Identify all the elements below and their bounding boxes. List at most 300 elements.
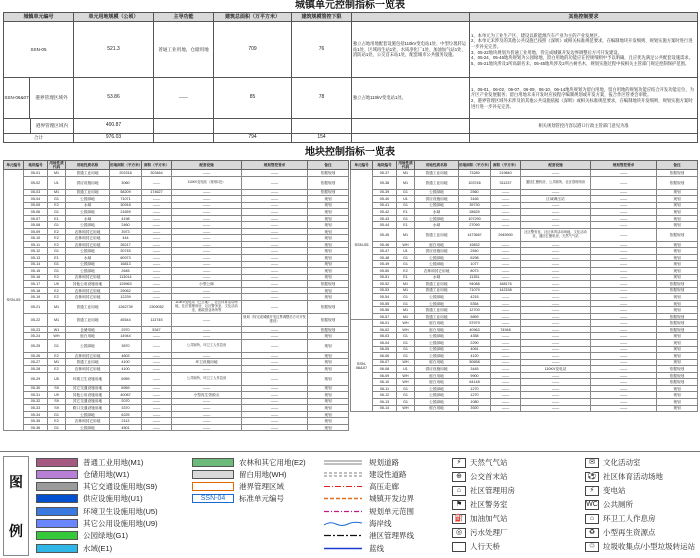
- land-use-swatch: [36, 531, 78, 540]
- control-cell: ——: [591, 385, 657, 392]
- land-area-cell: 2113: [110, 418, 142, 425]
- unit-other-cell: [470, 134, 698, 143]
- block-id-cell: 05-29: [24, 372, 48, 385]
- table-row: [4, 372, 349, 385]
- table-row: [351, 176, 698, 189]
- land-area-cell: 57979: [459, 320, 491, 327]
- floor-area-cell: ——: [491, 346, 521, 353]
- land-type-cell: 留白用地: [415, 320, 459, 327]
- control-cell: ——: [242, 385, 308, 392]
- control-cell: ——: [591, 366, 657, 373]
- floor-area-cell: ——: [142, 202, 172, 209]
- facility-cell: 110KV变电站（规划1处）: [172, 176, 242, 189]
- legend-label: 污水处理厂: [470, 528, 508, 538]
- land-type-cell: 普通工业用地: [66, 189, 110, 196]
- land-code-cell: E2: [48, 287, 66, 294]
- note-cell: 规划: [308, 222, 349, 229]
- note-cell: 规划: [657, 254, 698, 261]
- land-area-cell: 28625: [459, 209, 491, 216]
- facility-cell: ——: [172, 209, 242, 216]
- block-id-cell: 05-07: [24, 215, 48, 222]
- facility-cell: ——: [521, 189, 591, 196]
- land-code-cell: E1: [397, 209, 415, 216]
- floor-area-cell: ——: [491, 274, 521, 281]
- land-area-cell: 71079: [459, 287, 491, 294]
- legend-label: 其它交通设施用地(S9): [83, 482, 158, 492]
- note-cell: 规划: [308, 418, 349, 425]
- land-code-cell: G1: [397, 254, 415, 261]
- facility-icon: WC: [586, 500, 598, 508]
- land-use-swatch: [36, 519, 78, 528]
- control-cell: ——: [591, 261, 657, 268]
- legend-item: [322, 481, 414, 493]
- block-header-code: 用地性质代码: [398, 161, 413, 169]
- land-code-cell: M1: [397, 287, 415, 294]
- land-code-cell: G1: [48, 411, 66, 418]
- note-cell: 规划: [308, 235, 349, 242]
- land-code-cell: U1: [397, 366, 415, 373]
- land-type-cell: 其他公用设施用地: [66, 392, 110, 399]
- land-type-cell: 公园绿地: [415, 189, 459, 196]
- land-type-cell: 普通工业用地: [415, 176, 459, 189]
- land-code-cell: M1: [48, 189, 66, 196]
- facility-cell: ——: [172, 274, 242, 281]
- land-area-cell: 4358: [459, 333, 491, 340]
- block-id-cell: 05-12: [24, 248, 48, 255]
- land-code-cell: E2: [48, 418, 66, 425]
- land-code-cell: WH: [397, 359, 415, 366]
- block-id-cell: 05-39: [373, 189, 397, 196]
- legend-label: 变电站: [603, 486, 626, 496]
- land-code-cell: G1: [48, 222, 66, 229]
- control-cell: ——: [242, 274, 308, 281]
- facility-cell: ——: [172, 215, 242, 222]
- land-code-cell: S9: [48, 405, 66, 412]
- legend-item: [452, 512, 515, 526]
- facility-cell: 110KV变电站（已占地），社区体育活动场地，社区管理用房，社区警务室，文化活动室，邮政营业场所等: [172, 300, 242, 313]
- floor-area-cell: ——: [491, 202, 521, 209]
- block-id-cell: 06-12: [373, 392, 397, 399]
- control-cell: ——: [242, 255, 308, 262]
- floor-area-cell: ——: [491, 222, 521, 229]
- land-area-cell: 4061: [459, 346, 491, 353]
- block-id-cell: 05-15: [24, 268, 48, 275]
- land-area-cell: 2070: [110, 398, 142, 405]
- land-type-cell: 留白用地: [415, 372, 459, 379]
- land-type-cell: 水域: [66, 255, 110, 262]
- legend-item: [322, 456, 414, 468]
- floor-area-cell: ——: [491, 294, 521, 301]
- block-id-cell: 05-44: [373, 222, 397, 229]
- block-id-cell: 05-05: [24, 202, 48, 209]
- land-area-cell: 26217: [110, 241, 142, 248]
- land-type-cell: 公园绿地: [66, 261, 110, 268]
- land-type-cell: 普通工业用地: [415, 307, 459, 314]
- land-area-cell: 27090: [459, 222, 491, 229]
- floor-area-cell: ——: [491, 215, 521, 222]
- facility-cell: ——: [521, 392, 591, 399]
- block-id-cell: 05-09: [24, 228, 48, 235]
- facility-icon: ◎: [452, 528, 466, 538]
- block-id-cell: 06-06: [373, 353, 397, 360]
- legend-label: 标准单元编号: [239, 494, 284, 504]
- land-area-cell: 64148: [459, 379, 491, 386]
- unit-func-cell: [154, 119, 214, 134]
- legend-item: [585, 470, 695, 484]
- note-cell: 规划: [308, 196, 349, 203]
- legend: [0, 451, 700, 558]
- legend-item: [585, 512, 695, 526]
- legend-label: 社区体育活动场地: [603, 472, 663, 482]
- block-id-cell: 05-36: [24, 424, 48, 431]
- control-cell: ——: [242, 189, 308, 196]
- land-area-cell: 3060: [110, 176, 142, 189]
- facility-cell: ——: [172, 222, 242, 229]
- floor-area-cell: ——: [142, 261, 172, 268]
- land-code-cell: M1: [397, 170, 415, 177]
- note-cell: 规划: [657, 189, 698, 196]
- facility-cell: 公共厕所，环卫工人作息房: [172, 372, 242, 385]
- land-area-cell: 1473667: [459, 228, 491, 241]
- note-cell: 规划: [657, 346, 698, 353]
- legend-label: 社区管理用房: [470, 486, 515, 496]
- control-cell: ——: [242, 424, 308, 431]
- land-type-cell: 其它交通设施用地: [66, 398, 110, 405]
- facility-icon: ⌂: [585, 514, 599, 524]
- land-type-cell: 公园绿地: [415, 353, 459, 360]
- land-type-cell: 公园绿地: [66, 424, 110, 431]
- floor-area-cell: ——: [491, 372, 521, 379]
- block-header-area: 用地面积（平方米）: [459, 161, 491, 170]
- unit-func-cell: ——: [154, 78, 214, 119]
- control-cell: ——: [242, 215, 308, 222]
- facility-cell: ——: [172, 398, 242, 405]
- block-table-title: 地块控制指标一览表: [305, 147, 395, 158]
- block-id-cell: 06-08: [373, 366, 397, 373]
- legend-label: 垃圾收集点/小型垃圾转运站: [603, 542, 696, 552]
- facility-cell: ——: [521, 405, 591, 412]
- floor-area-cell: ——: [142, 176, 172, 189]
- facility-cell: 环卫设施用地: [172, 359, 242, 366]
- unit-gfa-cell: 794: [214, 134, 292, 143]
- land-code-cell: WH: [397, 379, 415, 386]
- unit-id-cell: [4, 78, 74, 119]
- legend-item: [192, 456, 306, 468]
- unit-boundary-symbol: [322, 507, 364, 516]
- unit-total-label: 合计: [4, 134, 74, 143]
- legend-label: 普通工业用地(M1): [83, 457, 144, 467]
- note-cell: 依据规划: [657, 326, 698, 333]
- land-use-swatch: [36, 544, 78, 553]
- land-area-cell: 12700: [459, 307, 491, 314]
- control-cell: ——: [591, 268, 657, 275]
- land-area-cell: 2560: [459, 189, 491, 196]
- block-id-cell: 05-38: [373, 176, 397, 189]
- legend-item: [192, 493, 306, 505]
- block-id-cell: 05-56: [373, 307, 397, 314]
- unit-gfa-cell: [214, 119, 292, 134]
- unit-header-reqs: [352, 13, 470, 22]
- facility-cell: ——: [172, 366, 242, 373]
- land-type-cell: 供应设施用地: [415, 248, 459, 255]
- unit-area-cell: 976.03: [74, 134, 154, 143]
- facility-icon: ⚽: [585, 472, 599, 482]
- legend-label: 其它公用设施用地(U9): [83, 518, 158, 528]
- land-code-cell: E2: [48, 228, 66, 235]
- legend-label: 高压走廊: [369, 482, 399, 492]
- block-header-control: 规划管控要求: [242, 161, 308, 170]
- legend-label: 环卫工人作息房: [603, 514, 656, 524]
- block-id-cell: 05-10: [24, 235, 48, 242]
- port-boundary-symbol: [322, 531, 364, 540]
- floor-area-cell: ——: [491, 353, 521, 360]
- unit-id-cell: SSN-06&07: [351, 320, 373, 412]
- unit-header-area: 单元用地规模（公顷）: [74, 13, 154, 22]
- note-cell: 规划: [308, 366, 349, 373]
- land-area-cell: 4603: [110, 352, 142, 359]
- facility-cell: ——: [521, 274, 591, 281]
- land-area-cell: 3973: [110, 228, 142, 235]
- note-cell: 规划: [657, 385, 698, 392]
- note-cell: 规划: [308, 215, 349, 222]
- unit-reqs-cell: [352, 119, 470, 134]
- land-type-cell: 农林和其它用地: [66, 294, 110, 301]
- facility-cell: ——: [521, 222, 591, 229]
- facility-cell: ——: [521, 307, 591, 314]
- floor-area-cell: ——: [142, 359, 172, 366]
- block-table-container: [3, 160, 697, 448]
- land-area-cell: 20745: [110, 248, 142, 255]
- land-code-cell: G1: [48, 268, 66, 275]
- control-cell: ——: [242, 228, 308, 235]
- floor-area-cell: ——: [142, 405, 172, 412]
- control-cell: ——: [242, 411, 308, 418]
- legend-label: 公园绿地(G1): [83, 531, 128, 541]
- land-area-cell: 5859: [459, 313, 491, 320]
- floor-area-cell: ——: [491, 379, 521, 386]
- note-cell: 规划: [657, 196, 698, 203]
- floor-area-cell: ——: [142, 248, 172, 255]
- land-type-cell: 农林和其它用地: [66, 352, 110, 359]
- block-id-cell: 05-19: [24, 294, 48, 301]
- legend-item: [36, 456, 158, 468]
- legend-label: 加油加气站: [470, 514, 508, 524]
- land-code-cell: G1: [397, 294, 415, 301]
- legend-label: 环境卫生设施用地(U5): [83, 506, 158, 516]
- land-code-cell: U5: [48, 372, 66, 385]
- land-type-cell: 水域: [66, 215, 110, 222]
- block-table-right-body: [351, 170, 698, 412]
- planned-road-symbol: [322, 458, 364, 467]
- block-id-cell: 06-02: [373, 326, 397, 333]
- legend-item: [452, 456, 515, 470]
- floor-area-cell: ——: [491, 313, 521, 320]
- block-header-code: 用地性质代码: [49, 161, 64, 169]
- floor-area-cell: ——: [142, 372, 172, 385]
- land-code-cell: G1: [397, 385, 415, 392]
- land-type-cell: 公园绿地: [415, 202, 459, 209]
- unit-other-cell: 相关规划管控内容以港口行政主管部门意见为准: [470, 119, 698, 134]
- control-cell: ——: [591, 379, 657, 386]
- legend-item: [585, 540, 695, 554]
- land-code-cell: WH: [397, 372, 415, 379]
- note-cell: 规划: [657, 222, 698, 229]
- control-cell: ——: [242, 248, 308, 255]
- land-area-cell: 1262739: [110, 300, 142, 313]
- land-type-cell: 公园绿地: [415, 215, 459, 222]
- facility-cell: ——: [172, 405, 242, 412]
- control-cell: ——: [591, 300, 657, 307]
- facility-cell: ——: [521, 268, 591, 275]
- facility-cell: ——: [521, 379, 591, 386]
- facility-icon: ⚡: [452, 458, 466, 468]
- facility-cell: ——: [172, 352, 242, 359]
- land-area-cell: 21659: [110, 209, 142, 216]
- facility-cell: 110KV变电站: [521, 366, 591, 373]
- floor-area-cell: ——: [142, 241, 172, 248]
- floor-area-cell: ——: [491, 333, 521, 340]
- control-cell: ——: [242, 339, 308, 352]
- block-table-left: [3, 160, 349, 431]
- land-code-cell: E2: [48, 241, 66, 248]
- floor-area-cell: ——: [142, 235, 172, 242]
- floor-area-cell: ——: [491, 300, 521, 307]
- control-cell: ——: [591, 176, 657, 189]
- unit-limit-cell: 154: [292, 134, 352, 143]
- legend-item: [322, 468, 414, 480]
- block-id-cell: 05-06: [24, 209, 48, 216]
- facility-cell: ——: [172, 418, 242, 425]
- land-type-cell: 公园绿地: [66, 339, 110, 352]
- land-area-cell: 444: [110, 235, 142, 242]
- control-cell: ——: [591, 320, 657, 327]
- land-type-cell: 农林和其它用地: [66, 366, 110, 373]
- floor-area-cell: ——: [142, 398, 172, 405]
- land-area-cell: 40087: [110, 392, 142, 399]
- table-row: [4, 339, 349, 352]
- facility-cell: 社区警务室，社区体育活动场地，文化活动室，通信汇聚机房，天然气气站: [521, 228, 591, 241]
- land-type-cell: 其他公用设施用地: [66, 281, 110, 288]
- floor-area-cell: ——: [491, 248, 521, 255]
- note-cell: 依据规划: [308, 170, 349, 177]
- floor-area-cell: ——: [142, 255, 172, 262]
- block-id-cell: 05-49: [373, 261, 397, 268]
- land-use-swatch: [192, 458, 234, 467]
- block-id-cell: 06-07: [373, 359, 397, 366]
- land-use-swatch: [36, 494, 78, 503]
- land-type-cell: 留白用地: [415, 405, 459, 412]
- floor-area-cell: ——: [491, 405, 521, 412]
- land-type-cell: 公园绿地: [415, 340, 459, 347]
- land-type-cell: 公园绿地: [415, 254, 459, 261]
- note-cell: 规划: [657, 202, 698, 209]
- land-type-cell: 公园绿地: [415, 333, 459, 340]
- block-header-control: 规划管控要求: [591, 161, 657, 170]
- land-use-swatch: [36, 458, 78, 467]
- land-type-cell: 农林和其它用地: [66, 287, 110, 294]
- control-cell: ——: [242, 352, 308, 359]
- floor-area-cell: 2945900: [491, 228, 521, 241]
- block-header-gfa: 面积（平方米）: [491, 161, 521, 170]
- land-code-cell: M1: [48, 170, 66, 177]
- unit-sub-label: 港界管理区域内: [30, 119, 73, 133]
- floor-area-cell: ——: [491, 241, 521, 248]
- legend-label: 港区管理界线: [369, 531, 414, 541]
- facility-cell: 通信汇聚机房，公共厕所，社区管理用房: [521, 176, 591, 189]
- land-code-cell: E1: [48, 215, 66, 222]
- land-type-cell: 农林和其它用地: [415, 268, 459, 275]
- land-type-cell: 公园绿地: [66, 196, 110, 203]
- control-cell: ——: [591, 170, 657, 177]
- facility-cell: ——: [172, 196, 242, 203]
- facility-cell: ——: [521, 385, 591, 392]
- legend-item: [322, 517, 414, 529]
- control-cell: ——: [591, 287, 657, 294]
- legend-item: [452, 470, 515, 484]
- floor-area-cell: 188176: [491, 281, 521, 288]
- block-header-note: 备注: [308, 161, 349, 170]
- facility-cell: ——: [521, 372, 591, 379]
- block-header-note: 备注: [657, 161, 698, 170]
- note-cell: 规划: [657, 398, 698, 405]
- control-cell: ——: [242, 333, 308, 340]
- land-type-cell: 公园绿地: [415, 300, 459, 307]
- land-type-cell: 留白用地: [415, 359, 459, 366]
- control-cell: ——: [591, 398, 657, 405]
- legend-item: [585, 498, 695, 512]
- land-code-cell: U1: [397, 196, 415, 203]
- note-cell: 依据规划: [308, 189, 349, 196]
- unit-reqs-cell: [352, 134, 470, 143]
- table-row: [4, 22, 698, 78]
- land-code-cell: G1: [397, 202, 415, 209]
- unit-header-other: 其他控制要求: [470, 13, 698, 22]
- block-id-cell: 05-11: [24, 241, 48, 248]
- land-area-cell: 113014: [110, 274, 142, 281]
- unit-header-id: 城镇单元编号: [4, 13, 74, 22]
- unit-table-header-row: [4, 13, 698, 22]
- block-id-cell: 05-21: [24, 300, 48, 313]
- land-code-cell: G1: [397, 300, 415, 307]
- facility-icon: ♲: [585, 542, 599, 552]
- facility-cell: ——: [521, 333, 591, 340]
- control-cell: ——: [242, 300, 308, 313]
- note-cell: 规划: [657, 392, 698, 399]
- control-cell: ——: [591, 189, 657, 196]
- control-cell: ——: [242, 392, 308, 399]
- note-cell: 依据规划: [657, 313, 698, 320]
- land-code-cell: G1: [48, 424, 66, 431]
- land-area-cell: 202318: [110, 170, 142, 177]
- legend-item: [585, 526, 695, 540]
- land-area-cell: 2645: [110, 268, 142, 275]
- land-use-swatch: [36, 482, 78, 491]
- floor-area-cell: ——: [491, 261, 521, 268]
- urban-boundary-symbol: [322, 494, 364, 503]
- floor-area-cell: ——: [142, 352, 172, 359]
- legend-item: [36, 505, 158, 517]
- control-cell: ——: [591, 405, 657, 412]
- block-header-unit: 单元编号: [4, 161, 24, 170]
- facility-cell: ——: [172, 313, 242, 326]
- land-area-cell: 3445: [459, 366, 491, 373]
- land-code-cell: G1: [48, 209, 66, 216]
- block-id-cell: 05-57: [373, 313, 397, 320]
- floor-area-cell: ——: [491, 209, 521, 216]
- land-code-cell: M1: [48, 359, 66, 366]
- land-code-cell: E2: [48, 352, 66, 359]
- land-code-cell: G1: [397, 346, 415, 353]
